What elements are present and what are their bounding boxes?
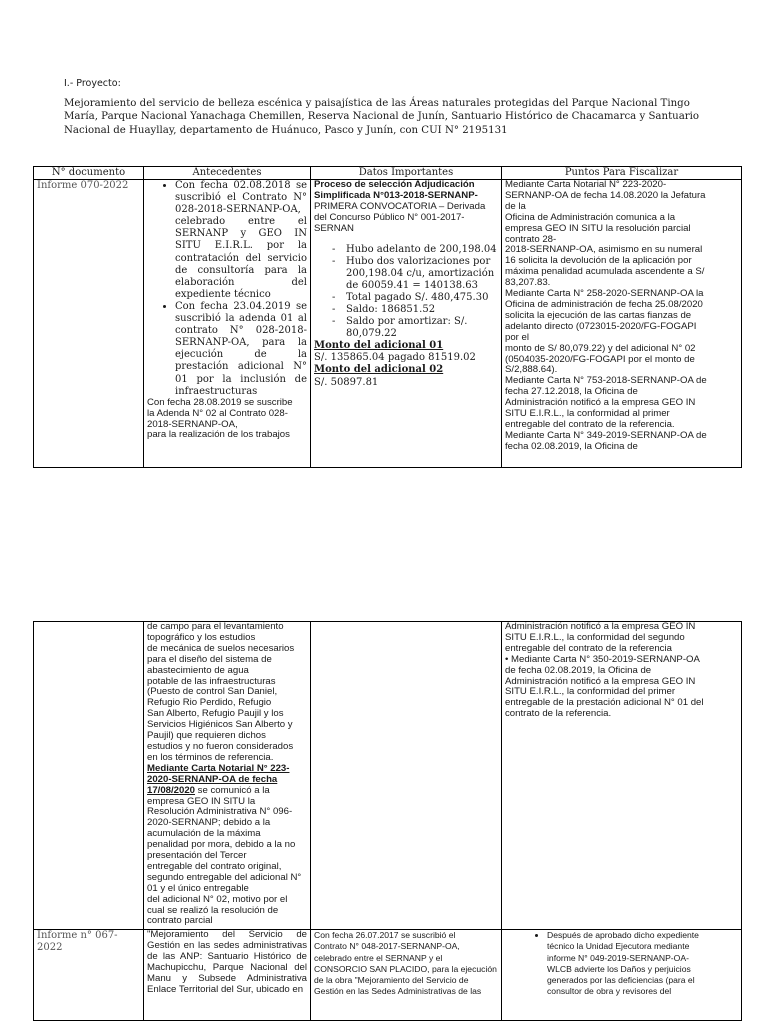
- text-line: para la realización de los trabajos: [147, 429, 290, 441]
- doc-number: Informe 070-2022: [37, 180, 129, 191]
- text-line: segundo entregable del adicional N°: [147, 871, 302, 883]
- text-line: fecha 02.08.2019, la Oficina de: [505, 440, 638, 452]
- text-line: de la obra "Mejoramiento del Servicio de: [314, 975, 469, 986]
- puntos-item: [547, 930, 738, 998]
- text-line: acumulación de la máxima: [147, 828, 261, 840]
- cell-antecedentes-3: [144, 930, 311, 1021]
- cell-puntos-1: [502, 180, 742, 468]
- text-line: SERNANP-OA de fecha 14.08.2020 la Jefatura: [505, 189, 706, 201]
- cell-doc-1: [34, 180, 144, 468]
- antecedente-item: • Con fecha 23.04.2019 se suscribió la adenda 01 al contrato N° 028-2018-SERNANP-OA, para la ejecución de la prestación adicional N° 01 por la inclusión de infraestructuras: [175, 301, 307, 398]
- cell-doc-2: [34, 622, 144, 930]
- text-line: SITU E.I.R.L., la conformidad al primer: [505, 408, 670, 420]
- text-line: abastecimiento de agua: [147, 664, 249, 676]
- adicional-02-label: Monto del adicional 02: [314, 364, 444, 376]
- text-line: consultor de obra y revisores del: [547, 986, 672, 997]
- text-line: WLCB advierte los Daños y perjuicios: [547, 963, 691, 974]
- text-line: topográfico y los estudios: [147, 631, 256, 643]
- text-line: entregable de la prestación adicional N° 01 del: [505, 697, 704, 709]
- datos-item: - Saldo por amortizar: S/. 80,079.22: [346, 316, 498, 340]
- cell-puntos-3: [502, 930, 742, 1021]
- text-line: técnico la Unidad Ejecutora mediante: [547, 941, 690, 952]
- text-line: contrato 28-: [505, 233, 557, 245]
- text-line: del adicional N° 02, motivo por el: [147, 893, 288, 905]
- antecedentes-extra: [147, 398, 307, 442]
- text-line: empresa GEO IN SITU la resolución parcial: [505, 222, 691, 234]
- datos-item: - Total pagado S/. 480,475.30: [346, 292, 498, 304]
- datos-item: - Hubo dos valorizaciones por 200,198.04 c/u, amortización de 60059.41 = 140138.63: [346, 256, 498, 292]
- text-line: Servicios Higiénicos San Alberto y: [147, 719, 293, 731]
- text-line: celebrado entre el SERNANP y el: [314, 952, 443, 963]
- text-line: (0504035-2020/FG-FOGAPI por el monto de: [505, 353, 695, 365]
- text-line: cual se realizó la resolución de: [147, 904, 279, 916]
- text-line: entregable del contrato de la referencia.: [505, 418, 675, 430]
- adicional-02-value: S/. 50897.81: [314, 376, 379, 388]
- text-line: por el: [505, 331, 529, 343]
- text-line: Administración notificó a la empresa GEO IN: [505, 675, 696, 687]
- text-line: 2018-SERNANP-OA,: [147, 418, 238, 430]
- cell-datos-2: [311, 622, 502, 930]
- doc-number: Informe n° 067-2022: [37, 930, 118, 953]
- datos-subtitle: PRIMERA CONVOCATORIA – Derivada del Concurso Público N° 001-2017-SERNAN: [314, 200, 486, 234]
- text-line: de mecánica de suelos necesarios: [147, 642, 295, 654]
- text-line: 01 y el único entregable: [147, 882, 249, 894]
- antecedentes-list: [147, 180, 307, 398]
- text-line: fecha 27.12.2018, la Oficina de: [505, 386, 638, 398]
- text-line: Con fecha 28.08.2019 se suscribe: [147, 396, 293, 408]
- text-line: CONSORCIO SAN PLACIDO, para la ejecución: [314, 963, 497, 974]
- adicional-01-value: S/. 135865.04 pagado 81519.02: [314, 352, 476, 364]
- text-line: S/2,888.64).: [505, 364, 558, 376]
- text-line: entregable del contrato original,: [147, 860, 282, 872]
- datos-list: [314, 244, 498, 341]
- adicional-01-label: Monto del adicional 01: [314, 340, 444, 352]
- antecedente-item: • Con fecha 02.08.2018 se suscribió el Contrato N° 028-2018-SERNANP-OA, celebrado entre el SERNANP y GEO IN SITU E.I.R.L. por la contratación del servicio de consultoría para la elaboración del expediente técnico: [175, 180, 307, 301]
- text-line: la Adenda N° 02 al Contrato 028-: [147, 407, 288, 419]
- text-line: Oficina de Administración comunica a la: [505, 211, 676, 223]
- text-line: Refugio Rio Perdido, Refugio: [147, 697, 272, 709]
- text-line: Gestión en las Sedes Administrativas de las: [314, 986, 482, 997]
- text-line: adelanto directo (0723015-2020/FG-FOGAPI: [505, 320, 697, 332]
- datos-item: - Hubo adelanto de 200,198.04: [346, 244, 498, 256]
- cell-antecedentes-1: [144, 180, 311, 468]
- text-line: contrato parcial: [147, 915, 213, 927]
- datos-title: Proceso de selección Adjudicación Simplificada N°013-2018-SERNANP-: [314, 179, 478, 201]
- cell-antecedentes-2: [144, 622, 311, 930]
- text-line: Mediante Carta Notarial N° 223-2020-: [505, 179, 667, 190]
- text-line: 2020-SERNANP; debido a la: [147, 817, 271, 829]
- text-line: contrato de la referencia.: [505, 708, 612, 720]
- text-line: generados por las deficiencias (para el: [547, 975, 695, 986]
- text-line: Paujil) que requieren dichos: [147, 730, 266, 742]
- text-line: en los términos de referencia.: [147, 751, 274, 763]
- text-line: entregable del contrato de la referencia: [505, 642, 672, 654]
- col-header-puntos: Puntos Para Fiscalizar: [502, 167, 742, 180]
- inspection-table: [33, 166, 742, 468]
- text-line: solicita la ejecución de las cartas fianzas de: [505, 309, 692, 321]
- text-line: estudios y no fueron considerados: [147, 740, 294, 752]
- text-line-bold: 2020-SERNANP-OA de fecha: [147, 773, 278, 785]
- text-line: empresa GEO IN SITU la: [147, 795, 256, 807]
- text-line: Mediante Carta N° 349-2019-SERNANP-OA de: [505, 429, 707, 441]
- text-line: Administración notificó a la empresa GEO IN: [505, 397, 696, 409]
- text-line: (Puesto de control San Daniel,: [147, 686, 278, 698]
- cell-datos-1: [311, 180, 502, 468]
- text-line: SITU E.I.R.L., la conformidad del primer: [505, 686, 676, 698]
- text-line: Con fecha 26.07.2017 se suscribió el: [314, 930, 456, 940]
- text-line: potable de las infraestructuras: [147, 675, 276, 687]
- col-header-documento: N° documento: [34, 167, 144, 180]
- text-line: penalidad por mora, debido a la no: [147, 839, 296, 851]
- text-line: Mediante Carta N° 258-2020-SERNANP-OA la: [505, 288, 704, 300]
- antecedentes-text: "Mejoramiento del Servicio de Gestión en las sedes administrativas de las ANP: Santuario Histórico de Machupicchu, Parque Nacional del Manu y Subsede Administrativa Enlace Territorial del Sur, ubicado en: [147, 929, 307, 995]
- text-tail: se comunicó a la: [195, 784, 270, 796]
- cell-doc-3: [34, 930, 144, 1021]
- col-header-datos: Datos Importantes: [311, 167, 502, 180]
- text-line: máxima penalidad acumulada ascendente a S/: [505, 266, 705, 278]
- text-line-mixed: [147, 786, 307, 797]
- text-line: de la: [505, 200, 526, 212]
- bold-date: 17/08/2020: [147, 784, 196, 796]
- datos-item: - Saldo: 186851.52: [346, 304, 498, 316]
- section-heading: I.- Proyecto:: [64, 78, 121, 89]
- text-line: Administración notificó a la empresa GEO IN: [505, 621, 696, 632]
- text-line: Resolución Administrativa N° 096-: [147, 806, 293, 818]
- text-line: • Después de aprobado dicho expediente: [547, 930, 699, 940]
- text-line: 16 solicita la devolución de la aplicación por: [505, 255, 692, 267]
- text-line: de fecha 02.08.2019, la Oficina de: [505, 664, 652, 676]
- col-header-antecedentes: Antecedentes: [144, 167, 311, 180]
- text-line: 83,207.83.: [505, 277, 551, 289]
- puntos-list: [505, 930, 738, 998]
- text-line: 2018-SERNANP-OA, asimismo en su numeral: [505, 244, 703, 256]
- text-line: presentación del Tercer: [147, 850, 247, 862]
- text-line: para el diseño del sistema de: [147, 653, 272, 665]
- text-line: Mediante Carta N° 753-2018-SERNANP-OA de: [505, 375, 707, 387]
- text-line: monto de S/ 80,079.22) y del adicional N° 02: [505, 342, 696, 354]
- text-line-bold: Mediante Carta Notarial N° 223-: [147, 762, 290, 774]
- text-line: Contrato N° 048-2017-SERNANP-OA,: [314, 941, 460, 952]
- text-line: de campo para el levantamiento: [147, 621, 284, 632]
- text-line: Oficina de administración de fecha 25.08/2020: [505, 298, 703, 310]
- text-line: • Mediante Carta N° 350-2019-SERNANP-OA: [505, 653, 700, 665]
- inspection-table-continued: [33, 621, 742, 1021]
- cell-datos-3: [311, 930, 502, 1021]
- project-description: Mejoramiento del servicio de belleza escénica y paisajística de las Áreas naturales protegidas del Parque Nacional Tingo María, Parque Nacional Yanachaga Chemillen, Reserva Nacional de Junín, Santuario Histórico de Chacamarca y Santuario Nacional de Huayllay, departamento de Huánuco, Pasco y Junín, con CUI N° 2195131: [64, 98, 700, 136]
- cell-puntos-2: [502, 622, 742, 930]
- text-line: San Alberto, Refugio Paujil y los: [147, 708, 284, 720]
- text-line: informe N° 049-2019-SERNANP-OA-: [547, 952, 689, 963]
- text-line: SITU E.I.R.L., la conformidad del segundo: [505, 631, 685, 643]
